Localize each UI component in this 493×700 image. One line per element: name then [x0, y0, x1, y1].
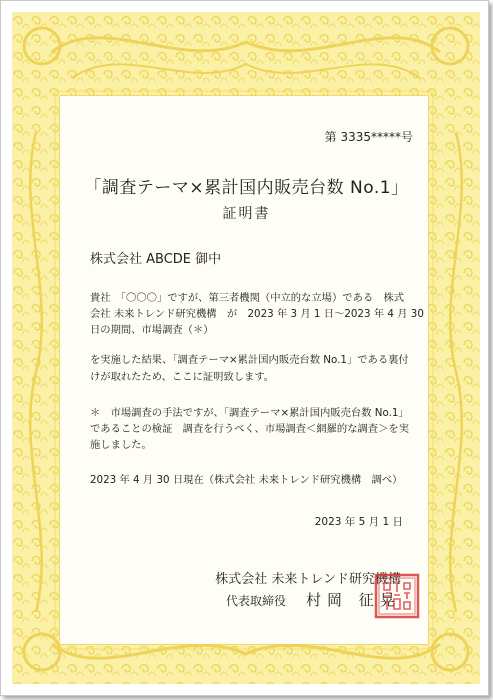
- body-line-3: 日の期間、市場調査（＊）: [90, 324, 214, 336]
- note-line-3: 施しました。: [90, 439, 152, 451]
- issuer-company: 株式会社 未来トレンド研究機構: [215, 572, 401, 587]
- body-line-4: を実施した結果、「調査テーマ×累計国内販売台数 No.1」である裏付: [90, 354, 409, 366]
- body-line-1: 貴社 「〇〇〇」ですが、第三者機関（中立的な立場）である 株式: [90, 292, 405, 304]
- body-line-2: 会社 未来トレンド研究機構 が 2023 年 3 月 1 日〜2023 年 4 月 30: [90, 308, 424, 320]
- note-line-1: ＊ 市場調査の手法ですが、「調査テーマ×累計国内販売台数 No.1」: [90, 407, 409, 419]
- survey-date-line: 2023 年 4 月 30 日現在（株式会社 未来トレンド研究機構 調べ）: [90, 474, 403, 486]
- certificate-number: 第 3335*****号: [324, 130, 413, 144]
- company-seal-stamp: [374, 573, 420, 619]
- note-line-2: であることの検証 調査を行うべく、市場調査＜網羅的な調査＞を実: [90, 423, 409, 435]
- representative-name: 村岡 征晃: [306, 591, 401, 609]
- issue-date: 2023 年 5 月 1 日: [314, 516, 403, 528]
- certificate-title: 「調査テーマ×累計国内販売台数 No.1」: [84, 178, 409, 198]
- body-line-5: けが取れたため、ここに証明致します。: [90, 371, 275, 383]
- certificate-subtitle: 証明書: [222, 206, 271, 222]
- addressee: 株式会社 ABCDE 御中: [90, 252, 222, 267]
- representative-title: 代表取締役: [226, 594, 287, 608]
